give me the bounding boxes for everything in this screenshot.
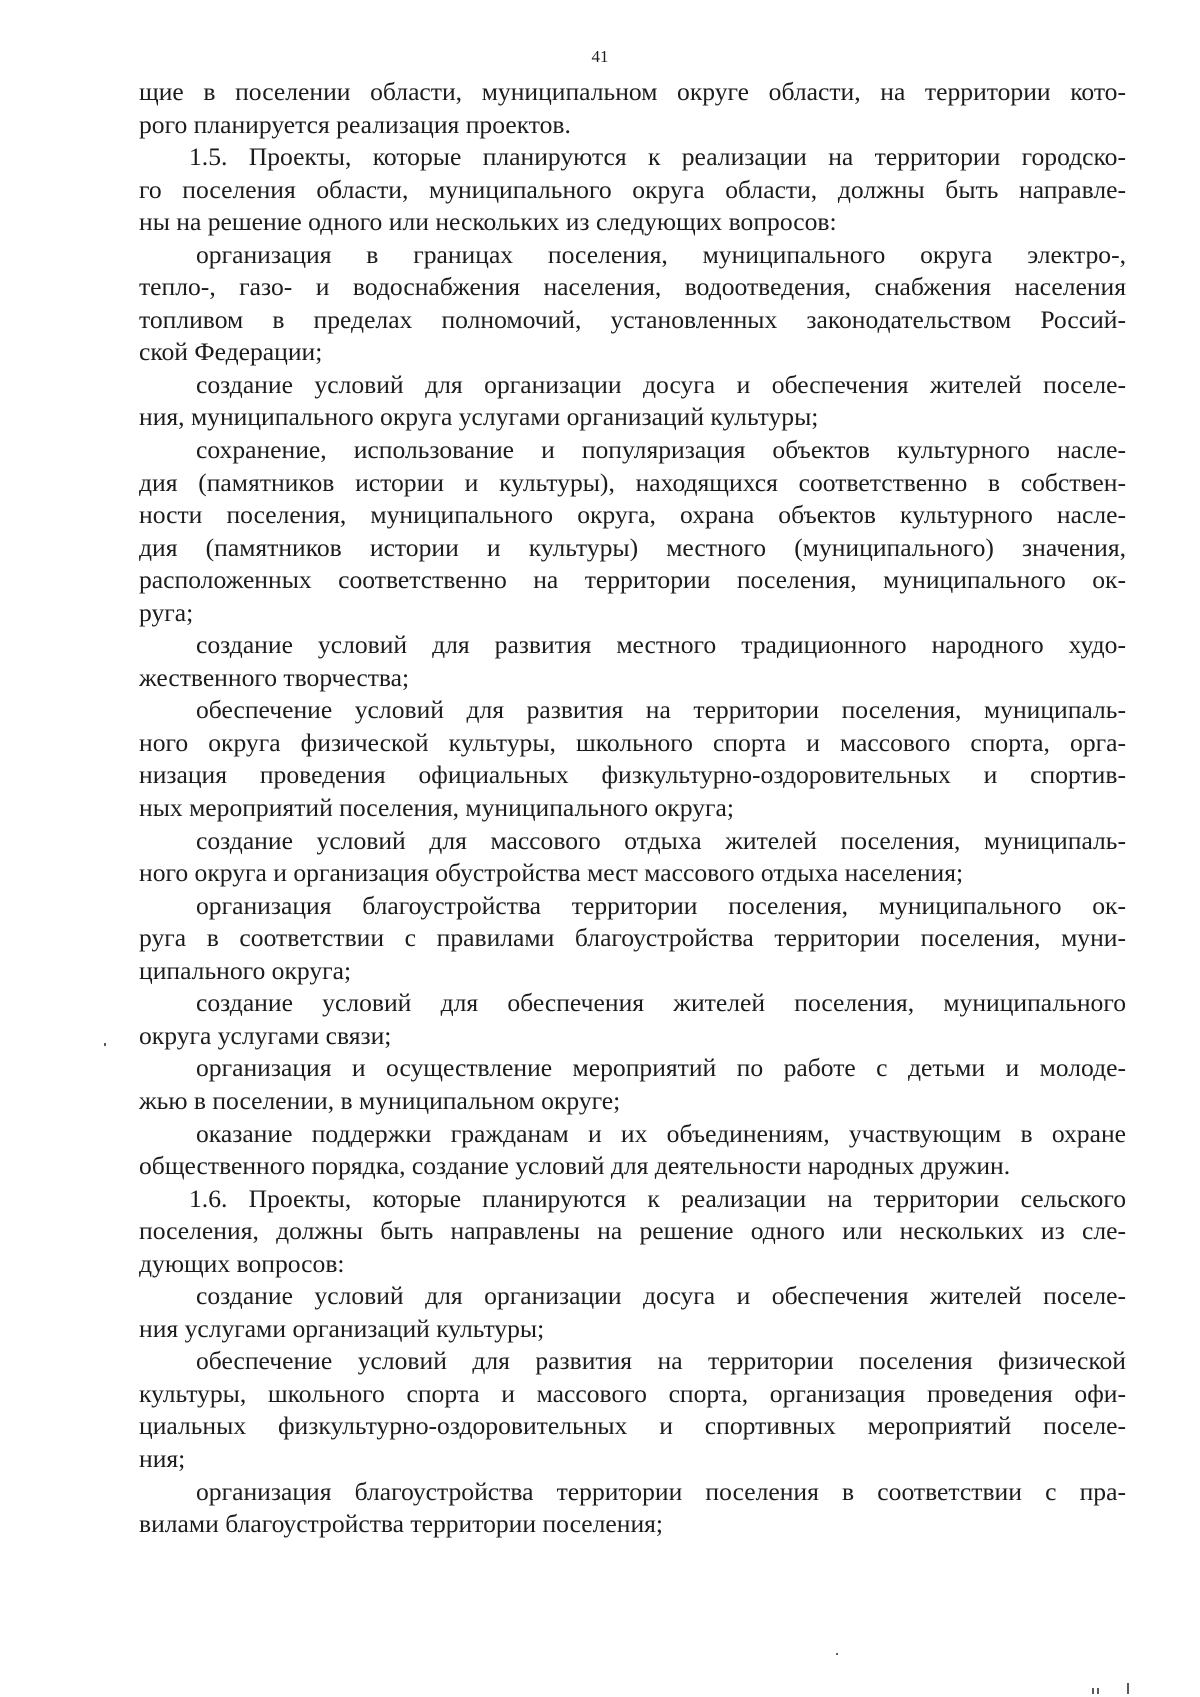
text-line: ного округа и организация обустройства мест массового отдыха населения; [139,858,964,888]
text-line: создание условий для организации досуга и обеспечения жителей поселе- [196,1281,1126,1311]
text-line: оказание поддержки гражданам и их объединениям, участвующим в охране [196,1118,1126,1148]
scan-speck [104,1043,106,1046]
paragraph [139,825,1126,890]
text-line: руга; [139,597,194,627]
text-line: ципального округа; [139,955,352,985]
text-line: ния, муниципального округа услугами организаций культуры; [139,402,819,432]
text-line: вилами благоустройства территории поселения; [139,1509,664,1539]
text-line: организация в границах поселения, муниципального округа электро-, [196,239,1126,269]
paragraph [139,1183,1126,1281]
text-line: го поселения области, муниципального округа области, должны быть направле- [139,174,1126,204]
text-line: щие в поселении области, муниципальном округе области, на территории кото- [139,77,1126,106]
text-line: ния услугами организаций культуры; [139,1313,545,1343]
text-line: округа услугами связи; [139,1020,392,1050]
scan-edge-mark [1127,1683,1129,1694]
paragraph [139,1345,1126,1475]
text-line: циальных физкультурно-оздоровительных и спортивных мероприятий поселе- [139,1411,1126,1441]
text-line: расположенных соответственно на территории поселения, муниципального ок- [139,565,1126,595]
text-line: создание условий для развития местного традиционного народного худо- [196,630,1126,660]
document-body [139,76,1126,1541]
text-line: низация проведения официальных физкультурно-оздоровительных и спортив- [139,760,1126,790]
text-line: общественного порядка, создание условий для деятельности народных дружин. [139,1151,1011,1181]
text-line: ных мероприятий поселения, муниципального округа; [139,793,734,823]
text-line: тепло-, газо- и водоснабжения населения, водоотведения, снабжения населения [139,272,1126,302]
text-line: дия (памятников истории и культуры) местного (муниципального) значения, [139,532,1126,562]
text-line: организация благоустройства территории поселения в соответствии с пра- [196,1476,1126,1506]
paragraph [139,369,1126,434]
paragraph [139,76,1126,141]
paragraph [139,1476,1126,1541]
page-number: 41 [591,47,609,66]
paragraph [139,141,1126,239]
paragraph [139,629,1126,694]
text-line: обеспечение условий для развития на территории поселения физической [196,1346,1126,1376]
text-line: создание условий для организации досуга и обеспечения жителей поселе- [196,369,1126,399]
text-line: дия (памятников истории и культуры), находящихся соответственно в собствен- [139,467,1126,497]
text-line: ской Федерации; [139,337,323,367]
text-line: создание условий для обеспечения жителей поселения, муниципального [196,988,1126,1018]
text-line: рого планируется реализация проектов. [139,109,571,139]
text-line: организация благоустройства территории поселения, муниципального ок- [196,890,1126,920]
text-line: руга в соответствии с правилами благоустройства территории поселения, муни- [139,923,1126,953]
text-line: дующих вопросов: [139,1248,345,1278]
scan-edge-mark [1092,1688,1094,1694]
text-line: культуры, школьного спорта и массового спорта, организация проведения офи- [139,1378,1126,1408]
paragraph [139,434,1126,629]
text-line: ны на решение одного или нескольких из следующих вопросов: [139,207,837,237]
scan-speck [836,1653,838,1655]
text-line: сохранение, использование и популяризация объектов культурного насле- [196,435,1126,465]
text-line: жественного творчества; [139,662,410,692]
text-line: ния; [139,1443,186,1473]
paragraph [139,239,1126,369]
paragraph [139,1280,1126,1345]
scan-edge-mark [1097,1688,1099,1694]
text-line: организация и осуществление мероприятий по работе с детьми и молоде- [196,1053,1126,1083]
paragraph [139,694,1126,824]
text-line: топливом в пределах полномочий, установленных законодательством Россий- [139,304,1126,334]
text-line: обеспечение условий для развития на территории поселения, муниципаль- [196,695,1126,725]
paragraph [139,1052,1126,1117]
text-line: ного округа физической культуры, школьного спорта и массового спорта, орга- [139,727,1126,757]
paragraph [139,987,1126,1052]
text-line: 1.6. Проекты, которые планируются к реализации на территории сельского [189,1183,1126,1213]
paragraph [139,890,1126,988]
text-line: ности поселения, муниципального округа, охрана объектов культурного насле- [139,500,1126,530]
text-line: жью в поселении, в муниципальном округе; [139,1085,621,1115]
text-line: создание условий для массового отдыха жителей поселения, муниципаль- [196,825,1126,855]
text-line: 1.5. Проекты, которые планируются к реализации на территории городско- [189,142,1126,172]
paragraph [139,1118,1126,1183]
text-line: поселения, должны быть направлены на решение одного или нескольких из сле- [139,1216,1126,1246]
